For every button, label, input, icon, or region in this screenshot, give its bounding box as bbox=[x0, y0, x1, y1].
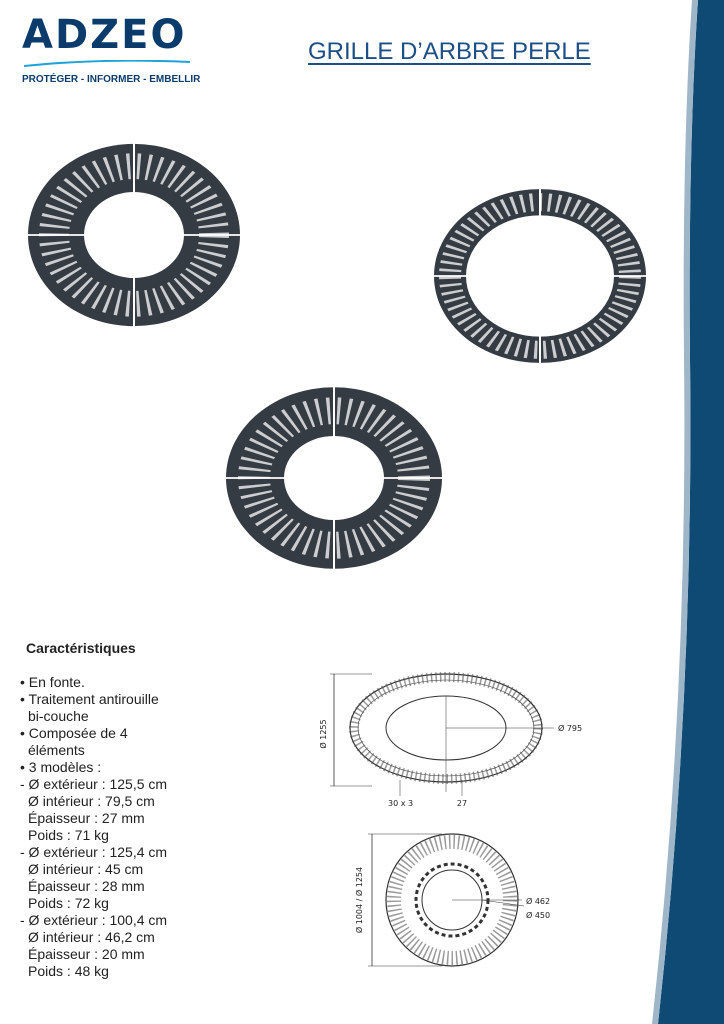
grate-image-1 bbox=[24, 140, 244, 330]
dimension-inner-label: Ø 795 bbox=[558, 724, 583, 733]
specs-list bbox=[20, 674, 167, 980]
spec-line: • Traitement antirouille bbox=[20, 691, 159, 707]
spec-line: Épaisseur : 27 mm bbox=[28, 810, 145, 826]
spec-line: Épaisseur : 20 mm bbox=[28, 946, 145, 962]
spec-line: Ø intérieur : 79,5 cm bbox=[28, 793, 155, 809]
dimension-inner-label-1: Ø 462 bbox=[526, 897, 551, 906]
page-title: GRILLE D’ARBRE PERLE bbox=[308, 38, 591, 65]
spec-line: Ø intérieur : 45 cm bbox=[28, 861, 144, 877]
spec-line: • 3 modèles : bbox=[20, 759, 102, 775]
dimension-slot-label: 30 x 3 bbox=[388, 799, 414, 808]
technical-drawing-top-view bbox=[346, 828, 586, 972]
spec-line: • En fonte. bbox=[20, 674, 85, 690]
spec-line: Poids : 72 kg bbox=[28, 895, 109, 911]
logo-swoosh bbox=[22, 60, 192, 68]
spec-line: - Ø extérieur : 125,5 cm bbox=[20, 776, 168, 792]
brand-logo bbox=[22, 12, 201, 92]
dimension-height-label: Ø 1255 bbox=[319, 719, 328, 749]
spec-line: éléments bbox=[28, 742, 85, 758]
spec-line: Poids : 71 kg bbox=[28, 827, 109, 843]
spec-line: Ø intérieur : 46,2 cm bbox=[28, 929, 155, 945]
dimension-diameter-label: Ø 1004 / Ø 1254 bbox=[355, 866, 364, 934]
brand-tagline: PROTÉGER - INFORMER - EMBELLIR bbox=[22, 74, 201, 85]
brand-name: ADZEO bbox=[22, 12, 187, 58]
spec-line: - Ø extérieur : 100,4 cm bbox=[20, 912, 168, 928]
spec-line: Poids : 48 kg bbox=[28, 963, 109, 979]
grate-image-3 bbox=[222, 384, 446, 574]
spec-line: • Composée de 4 bbox=[20, 725, 128, 741]
specs-heading: Caractéristiques bbox=[26, 640, 136, 656]
grate-image-2 bbox=[432, 188, 652, 364]
dimension-inner-label-2: Ø 450 bbox=[526, 911, 551, 920]
technical-drawing-perspective bbox=[312, 664, 602, 812]
spec-line: bi-couche bbox=[28, 708, 89, 724]
dimension-thickness-label: 27 bbox=[456, 799, 468, 808]
spec-line: - Ø extérieur : 125,4 cm bbox=[20, 844, 168, 860]
spec-line: Épaisseur : 28 mm bbox=[28, 878, 145, 894]
